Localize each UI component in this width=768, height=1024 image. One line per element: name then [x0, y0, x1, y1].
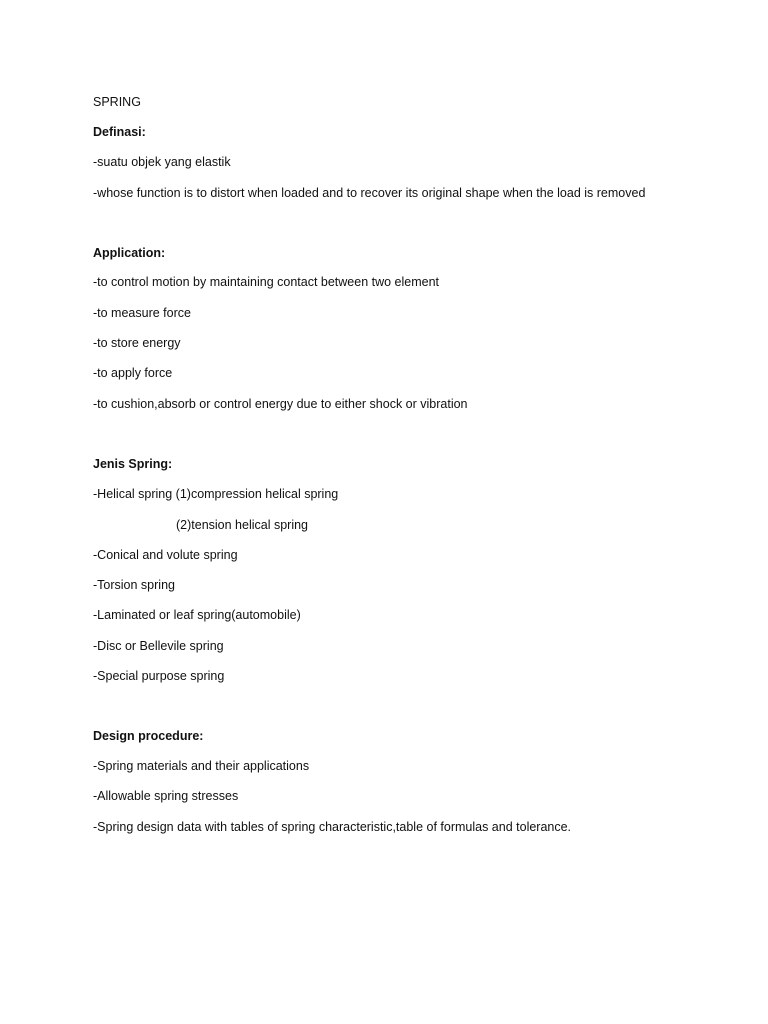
types-helical-item: -Helical spring (1)compression helical spring — [93, 487, 339, 501]
design-item: -Allowable spring stresses — [93, 789, 239, 803]
types-heading: Jenis Spring: — [93, 457, 173, 471]
types-item: -Laminated or leaf spring(automobile) — [93, 608, 301, 622]
application-item: -to control motion by maintaining contact between two element — [93, 275, 440, 289]
application-item: -to apply force — [93, 366, 173, 380]
application-heading: Application: — [93, 246, 166, 260]
types-item: -Special purpose spring — [93, 669, 225, 683]
application-item: -to store energy — [93, 336, 181, 350]
design-item: -Spring materials and their applications — [93, 759, 310, 773]
definition-item: -suatu objek yang elastik — [93, 155, 231, 169]
types-item: -Disc or Bellevile spring — [93, 639, 224, 653]
types-item: -Conical and volute spring — [93, 548, 238, 562]
definition-item: -whose function is to distort when loaded and to recover its original shape when the load is removed — [93, 186, 646, 200]
types-helical-subitem: (2)tension helical spring — [176, 518, 309, 532]
application-item: -to measure force — [93, 306, 191, 320]
design-item: -Spring design data with tables of spring characteristic,table of formulas and tolerance. — [93, 820, 572, 834]
definition-heading: Definasi: — [93, 125, 146, 139]
document-title: SPRING — [93, 95, 141, 109]
design-heading: Design procedure: — [93, 729, 204, 743]
types-item: -Torsion spring — [93, 578, 175, 592]
application-item: -to cushion,absorb or control energy due to either shock or vibration — [93, 397, 468, 411]
